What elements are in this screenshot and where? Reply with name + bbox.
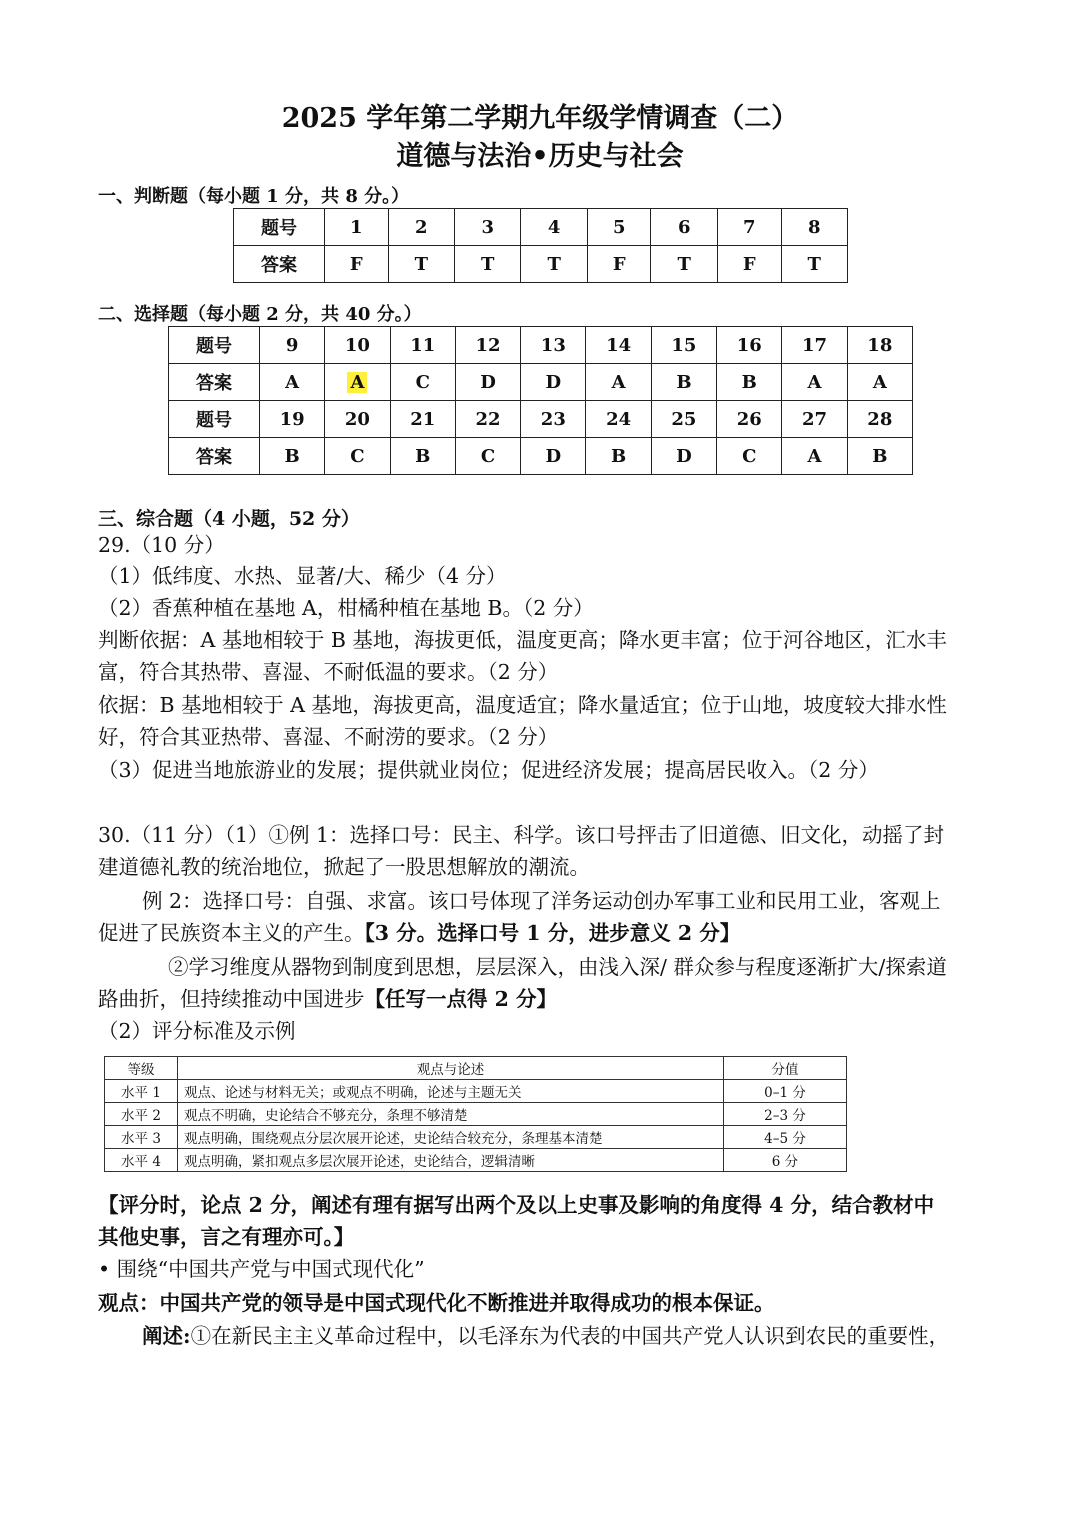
score-desc: 观点不明确，史论结合不够充分，条理不够清楚 [178, 1103, 724, 1126]
answer-cell: D [521, 364, 586, 401]
question-number: 19 [260, 401, 325, 438]
question-number: 22 [455, 401, 520, 438]
section3-heading: 三、综合题（4 小题，52 分） [98, 508, 360, 530]
q30-line6-scoring-note: 【任写一点得 2 分】 [364, 987, 558, 1011]
question-number: 3 [455, 209, 521, 246]
score-header-points: 分值 [724, 1057, 847, 1080]
answer-cell: D [455, 364, 520, 401]
q29-part1: （1）低纬度、水热、显著/大、稀少（4 分） [98, 564, 507, 588]
question-number: 4 [521, 209, 587, 246]
score-level: 水平 2 [105, 1103, 178, 1126]
score-header-level: 等级 [105, 1057, 178, 1080]
table-row [169, 401, 913, 438]
question-number: 11 [390, 327, 455, 364]
table-row [105, 1149, 847, 1172]
q30-line4-text: 促进了民族资本主义的产生。 [98, 921, 365, 945]
table-row [105, 1103, 847, 1126]
question-number: 23 [521, 401, 586, 438]
question-number: 8 [781, 209, 848, 246]
answer-cell: C [325, 438, 390, 475]
q29-heading: 29.（10 分） [98, 533, 225, 557]
question-number: 17 [782, 327, 847, 364]
q30-line6 [98, 984, 984, 1014]
answer-cell-highlighted [325, 364, 390, 401]
answer-cell: B [847, 438, 912, 475]
row-label: 答案 [169, 438, 260, 475]
page-subtitle: 道德与法治•历史与社会 [396, 141, 684, 172]
score-header-desc: 观点与论述 [178, 1057, 724, 1080]
q29-reason-b-line1: 依据：B 基地相较于 A 基地，海拔更高，温度适宜；降水量适宜；位于山地，坡度较大排水性 [98, 693, 947, 717]
viewpoint-line: 观点：中国共产党的领导是中国式现代化不断推进并取得成功的根本保证。 [98, 1291, 775, 1315]
topic-bullet: • 围绕“中国共产党与中国式现代化” [98, 1257, 425, 1281]
q30-line5: ②学习维度从器物到制度到思想，层层深入，由浅入深/ 群众参与程度逐渐扩大/探索道 [168, 955, 947, 979]
grading-note-line1: 【评分时，论点 2 分，阐述有理有据写出两个及以上史事及影响的角度得 4 分，结合教材中 [98, 1193, 935, 1217]
question-number: 26 [717, 401, 782, 438]
answer-cell: A [260, 364, 325, 401]
answer-cell: T [651, 246, 717, 283]
question-number: 10 [325, 327, 390, 364]
question-number: 18 [847, 327, 912, 364]
score-points: 6 分 [724, 1149, 847, 1172]
elaboration-label: 阐述: [142, 1324, 191, 1348]
table-row [169, 364, 913, 401]
question-number: 27 [782, 401, 847, 438]
answer-cell: D [651, 438, 716, 475]
q30-line4 [98, 918, 984, 948]
answer-cell: T [521, 246, 587, 283]
question-number: 20 [325, 401, 390, 438]
question-number: 12 [455, 327, 520, 364]
answer-cell: C [390, 364, 455, 401]
question-number: 1 [325, 209, 389, 246]
score-level: 水平 4 [105, 1149, 178, 1172]
answer-cell: T [781, 246, 848, 283]
row-label: 答案 [169, 364, 260, 401]
q30-line7: （2）评分标准及示例 [98, 1019, 296, 1043]
question-number: 6 [651, 209, 717, 246]
answer-cell: D [521, 438, 586, 475]
answer-cell: B [586, 438, 651, 475]
table-row [234, 209, 848, 246]
question-number: 7 [717, 209, 781, 246]
score-desc: 观点明确，紧扣观点多层次展开论述，史论结合，逻辑清晰 [178, 1149, 724, 1172]
q30-line2: 建道德礼教的统治地位，掀起了一股思想解放的潮流。 [98, 855, 590, 879]
q29-reason-b-line2: 好，符合其亚热带、喜湿、不耐涝的要求。（2 分） [98, 725, 559, 749]
question-number: 25 [651, 401, 716, 438]
answer-cell: F [717, 246, 781, 283]
answer-cell: T [388, 246, 454, 283]
q30-line6-text: 路曲折，但持续推动中国进步 [98, 987, 365, 1011]
table-row [105, 1080, 847, 1103]
answer-cell: B [260, 438, 325, 475]
q30-line1: 30.（11 分）（1）①例 1：选择口号：民主、科学。该口号抨击了旧道德、旧文化，动摇了封 [98, 823, 945, 847]
question-number: 13 [521, 327, 586, 364]
answer-cell: A [782, 438, 847, 475]
question-number: 21 [390, 401, 455, 438]
judgement-answer-table [233, 208, 848, 283]
answer-cell: A [586, 364, 651, 401]
score-level: 水平 1 [105, 1080, 178, 1103]
page-title: 2025 学年第二学期九年级学情调查（二） [281, 103, 799, 134]
score-level: 水平 3 [105, 1126, 178, 1149]
answer-cell: B [390, 438, 455, 475]
q30-line4-scoring-note: 【3 分。选择口号 1 分，进步意义 2 分】 [364, 921, 741, 945]
grading-note-line2: 其他史事，言之有理亦可。】 [98, 1225, 355, 1249]
section1-heading: 一、判断题（每小题 1 分，共 8 分。） [98, 186, 410, 207]
table-row [105, 1057, 847, 1080]
section2-heading: 二、选择题（每小题 2 分，共 40 分。） [98, 304, 422, 325]
table-row [234, 246, 848, 283]
q30-line3: 例 2：选择口号：自强、求富。该口号体现了洋务运动创办军事工业和民用工业，客观上 [142, 889, 941, 913]
q29-part2: （2）香蕉种植在基地 A，柑橘种植在基地 B。（2 分） [98, 596, 594, 620]
q29-reason-a-line1: 判断依据：A 基地相较于 B 基地，海拔更低，温度更高；降水更丰富；位于河谷地区，汇水丰 [98, 628, 947, 652]
answer-cell: A [847, 364, 912, 401]
table-row [169, 327, 913, 364]
elaboration-line [98, 1321, 984, 1351]
question-number: 2 [388, 209, 454, 246]
q29-reason-a-line2: 富，符合其热带、喜湿、不耐低温的要求。（2 分） [98, 660, 559, 684]
answer-cell: T [455, 246, 521, 283]
score-points: 4–5 分 [724, 1126, 847, 1149]
row-label: 答案 [234, 246, 325, 283]
answer-cell: B [717, 364, 782, 401]
score-desc: 观点、论述与材料无关；或观点不明确，论述与主题无关 [178, 1080, 724, 1103]
highlight-mark: A [347, 372, 367, 393]
row-label: 题号 [169, 401, 260, 438]
score-points: 0–1 分 [724, 1080, 847, 1103]
table-row [169, 438, 913, 475]
question-number: 15 [651, 327, 716, 364]
answer-cell: C [455, 438, 520, 475]
question-number: 9 [260, 327, 325, 364]
question-number: 5 [587, 209, 651, 246]
answer-cell: C [717, 438, 782, 475]
q29-part3: （3）促进当地旅游业的发展；提供就业岗位；促进经济发展；提高居民收入。（2 分） [98, 758, 879, 782]
row-label: 题号 [169, 327, 260, 364]
score-points: 2–3 分 [724, 1103, 847, 1126]
question-number: 14 [586, 327, 651, 364]
answer-cell: A [782, 364, 847, 401]
answer-cell: F [587, 246, 651, 283]
choice-answer-table [168, 326, 913, 475]
row-label: 题号 [234, 209, 325, 246]
score-desc: 观点明确，围绕观点分层次展开论述，史论结合较充分，条理基本清楚 [178, 1126, 724, 1149]
question-number: 16 [717, 327, 782, 364]
answer-cell: B [651, 364, 716, 401]
answer-cell: F [325, 246, 389, 283]
question-number: 24 [586, 401, 651, 438]
question-number: 28 [847, 401, 912, 438]
scoring-standard-table [104, 1056, 847, 1172]
table-row [105, 1126, 847, 1149]
elaboration-text: ①在新民主主义革命过程中，以毛泽东为代表的中国共产党人认识到农民的重要性， [190, 1324, 950, 1348]
